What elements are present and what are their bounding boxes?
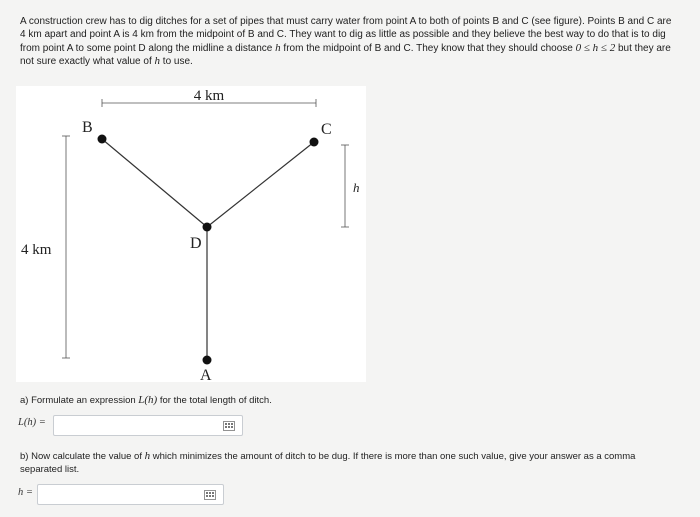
part-a-keyboard-icon[interactable] bbox=[222, 420, 236, 431]
problem-line-2: from the midpoint of B and C. They know that they should choose bbox=[280, 42, 576, 54]
pipe-b-d bbox=[102, 139, 207, 227]
part-b-suffix: which minimizes the amount of ditch to be dug. If there is more than one such value, give your answer as a comma separated list. bbox=[20, 451, 636, 475]
point-a-label: A bbox=[200, 367, 212, 382]
part-a-suffix: for the total length of ditch. bbox=[157, 395, 272, 406]
pipe-figure bbox=[16, 86, 366, 382]
part-b-prompt bbox=[20, 450, 670, 476]
part-b-math: h bbox=[144, 450, 151, 462]
point-d-label: D bbox=[190, 235, 202, 252]
problem-line-2b: but they are not sure exactly what value of bbox=[20, 42, 671, 68]
point-b-label: B bbox=[82, 119, 93, 136]
problem-statement bbox=[20, 15, 675, 69]
point-d-marker bbox=[203, 223, 212, 232]
problem-line-3: to use. bbox=[160, 56, 193, 68]
part-b-answer-input[interactable] bbox=[37, 484, 224, 505]
part-a-prefix: a) Formulate an expression bbox=[20, 395, 139, 406]
point-c-label: C bbox=[321, 121, 332, 138]
point-b-marker bbox=[98, 135, 107, 144]
part-b-keyboard-icon[interactable] bbox=[203, 489, 217, 500]
pipe-diagram bbox=[16, 86, 366, 382]
part-a-answer-row bbox=[18, 417, 46, 428]
top-dimension-label: 4 km bbox=[193, 88, 225, 104]
part-a-answer-label: L(h) = bbox=[18, 417, 46, 428]
h-symbol: h bbox=[275, 41, 281, 54]
pipe-c-d bbox=[207, 142, 314, 227]
point-a-marker bbox=[203, 356, 212, 365]
part-b-prefix: b) Now calculate the value of bbox=[20, 451, 145, 462]
part-a-prompt bbox=[20, 394, 272, 406]
part-a-math: L(h) bbox=[138, 394, 158, 406]
point-c-marker bbox=[310, 138, 319, 147]
h-symbol-2: h bbox=[154, 55, 161, 68]
part-a-answer-input[interactable] bbox=[53, 415, 243, 436]
problem-line-1: A construction crew has to dig ditches for a set of pipes that must carry water from point A to both of points B and C (see figure). Points B and C are 4 km apart and point A is 4 km from the midpoint of B and C. They want to dig as little as possible and they believe the best way to do that is to dig from point A to some point D along the midline a distance bbox=[20, 16, 672, 54]
part-b-answer-row bbox=[18, 487, 33, 498]
h-constraint: 0 ≤ h ≤ 2 bbox=[575, 41, 616, 54]
left-dimension-label: 4 km bbox=[21, 242, 52, 258]
part-b-answer-label: h = bbox=[18, 487, 33, 498]
h-label: h bbox=[353, 180, 360, 195]
